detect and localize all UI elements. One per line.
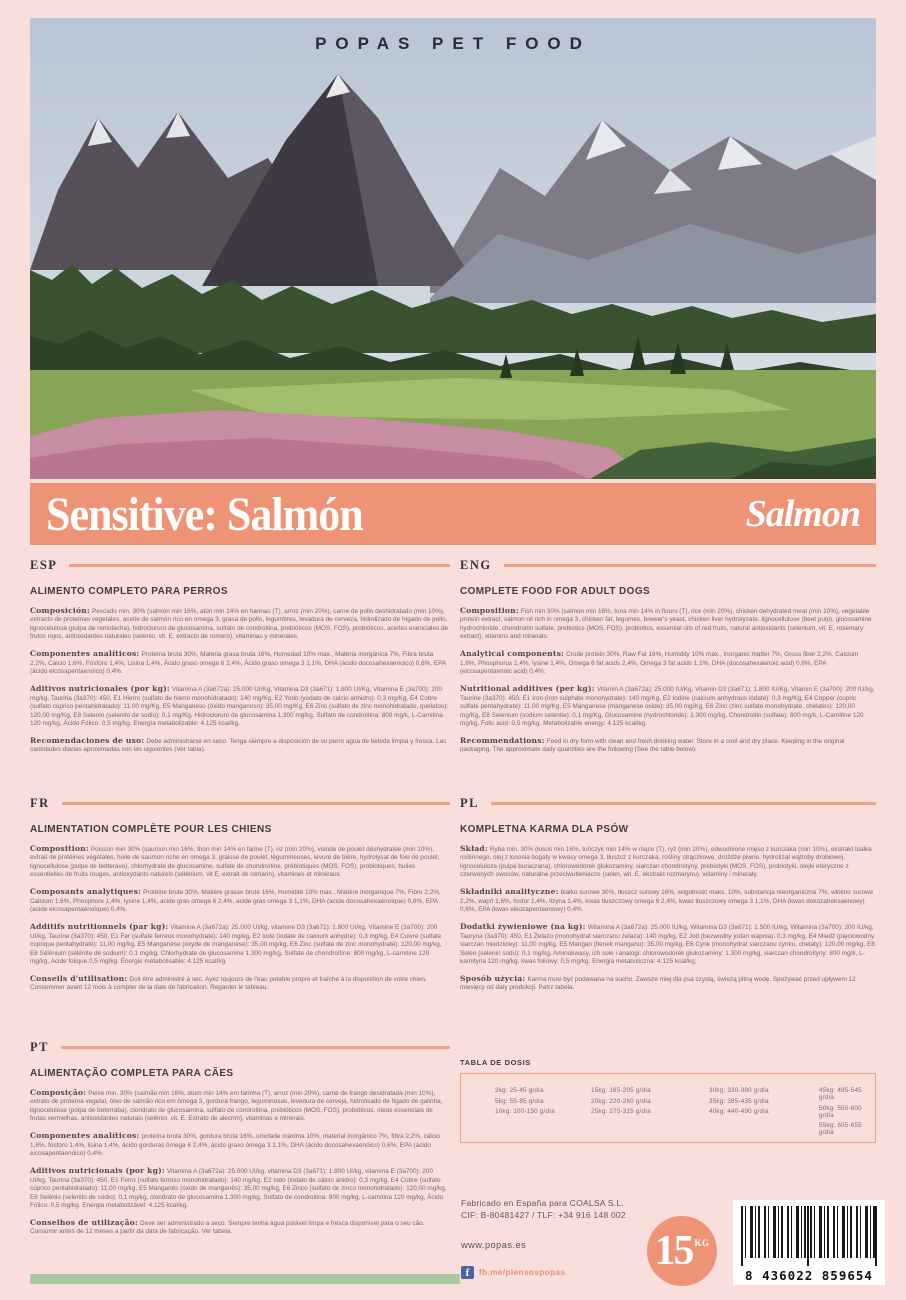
paragraph-text: Vitamina A (3a672a): 25.000 UI/Kg, Vitamina D3 (3a671): 1.800 UI/Kg, Vitamina E (3a700): 200 mg/kg, Taurina (3a370): 450, E1 Hierro (sulfato de hierro monohidratado): 140 mg/Kg, E2 Yodo (yodato de calcio anhidro): 0,3 mg/Kg, E4 Cobre (sulfato cúprico pentahidratado): 11,00 mg/Kg, E5 Manganeso (óxido manganoso): 35,00 mg/Kg, E6 Zinc (sulfato de zinc monohidratado, quelatos): 120,00 mg/Kg, E8 Selenio (selenito de sodio): 0,1 mg/Kg, Hidrocloruro de glucosamina 1.300 mg/kg, Sulfato de condroitina: 800 mg/k, L-Carnitina 120 mg/kg, Ácido Fólico: 0,5 mg/kg. Energía metabolizable: 4.125 kcal/kg. [30,686,449,727]
facebook-row [461,1266,565,1279]
paragraph-additives [460,684,876,728]
paragraph-composition [30,1088,450,1124]
section-pl [460,796,876,1038]
weight-unit: KG [694,1238,710,1248]
paragraph-label: Composition: [460,606,519,615]
paragraph-label: Conselhos de utilização: [30,1217,139,1227]
paragraph-text: Protéine brute 30%, Matière grasse brute 16%, Humidité 10% max., Matière inorganique 7%, Fibre 2,2%, Calcium 1,6%, Phosphore 1,4%, lysine 1,4%, acide gras omega 6 2,4%, acide gras omega 3 1,1%, DHA (acide docosahexaénoïque) 0,6%, EPA (acide eicosapentaénoïque) 0,4%. [30,889,441,914]
section-heading-esp: ALIMENTO COMPLETO PARA PERROS [30,586,228,597]
green-accent-bar [30,1274,460,1284]
language-code-pl: PL [460,796,479,810]
dose-column [495,1087,591,1142]
section-heading-eng: COMPLETE FOOD FOR ADULT DOGS [460,586,651,597]
paragraph-text: Peixe min. 30% (salmão min 16%, atum min 14% em farinha (T), arroz (min 20%), carne de frango desidratada (min 10%), extrato de proteína vegetal, óleo de salmão rico em ômega 3, gordura frango, leguminosas, levedura de cerveja, hidrolisado de fígado de galinha, lignocelulose (polpa de beterraba), cloridrato de glucosamina, sulfato de condroitina, prebióticos (MOS, FOS), probióticos, óleos essenciais de frutas vermelhas, antioxidantes naturais (selênio, vit. E, Extrato de alecrim), vitaminas e minerais. [30,1090,443,1123]
barcode-guard [875,1206,877,1266]
paragraph-label: Analytical components: [460,649,565,659]
paragraph-label: Dodatki żywieniowe (na kg): [460,922,586,932]
section-pt [30,1040,450,1268]
dose-cell: 10kg: 100-150 g/día [495,1108,555,1115]
paragraph-text: Witamina A (3a672a): 25.000 IU/kg, Witamina D3 (3a671): 1.500 IU/kg, Witamina (3a700): 200 IU/kg, Tauryna (3a370): 450, E1 Żelazo (monohydrat siarczanu żelaza): 140 mg/kg, E2 Jod (bezwodny jodan wapnia): 0,3 mg/kg, E4 Miedź (pięciowodny siarczan miedziowy): 11,00 mg/kg, E5 Mangan (tlenek manganu): 35,00 mg/kg, E6 Cynk (monohydrat siarczanu cynku, chelaty): 120,00 mg/kg, E8 Selen (selenin sodu): 0,1 mg/kg, Aminokwasy, ich sole i analogi: chlorowodorek glukozaminy: 1.300 mg/kg, siarczan chondroityny: 800 mg/k, L-karnityna 120 mg/kg, kwas foliowy: 0,5 mg/kg. Energia metaboliczna: 4.125 kcal/kg. [460,924,875,965]
paragraph-label: Composición: [30,606,90,615]
manufacturer-line: CIF: B-80481427 / TLF: +34 916 148 002 [461,1209,626,1220]
paragraph-label: Skład: [460,844,488,853]
paragraph-analytical [460,887,876,914]
paragraph-analytical [30,1131,450,1158]
website-url: www.popas.es [461,1240,527,1250]
language-code-pt: PT [30,1040,49,1054]
paragraph-text: Fish min 30% (salmon min 16%, tuna min 14% in flours (T), rice (min 20%), chicken dehydrated meat (min 10%), vegetable protein extract, salmon oil rich in omega 3, chicken fat, legumes, brewer's yeast, chicken liver hydrolyzate, lignocellulose (beet pulp), glucosamine hydrochloride, chondroitin sulfate, prebiotics (MOS, FOS), probiotics, essential oils of red fruits, natural antioxidants (selenium, vit. E, rosemary extract), vitamins and minerals. [460,608,872,641]
paragraph-composition [30,606,450,642]
paragraph-recommendations [460,736,876,755]
paragraph-analytical [30,887,450,914]
paragraph-additives [30,922,450,966]
facebook-icon: f [461,1266,474,1279]
paragraph-label: Composants analytiques: [30,887,142,897]
dose-cell: 30kg: 330-380 g/día [709,1087,769,1094]
section-heading-pt: ALIMENTAÇÃO COMPLETA PARA CÃES [30,1068,234,1079]
paragraph-additives [460,922,876,966]
section-heading-pl: KOMPLETNA KARMA DLA PSÓW [460,824,629,835]
manufacturer-line: Fabricado en España para COALSA S.L. [461,1198,624,1208]
dose-table-title: TABLA DE DOSIS [460,1058,531,1067]
paragraph-text: proteína bruta 30%, gordura bruta 16%, umidade máxima 10%, material inorgânico 7%, fibra 2,2%, cálcio 1,6%, fósforo 1,4%, lisina 1,4%, ácido gorduras ômega 6 2,4%, ácido graxo ômega 3 1,1%, DHA (ácido docosahexaenóico) 0,6%, EPA (ácido eicosapentaenóico) 0,4%. [30,1133,440,1158]
language-code-esp: ESP [30,558,58,572]
dose-cell: 35kg: 385-435 g/día [709,1097,769,1105]
dose-cell: 5kg: 55-85 g/día [495,1097,544,1105]
dose-cell: 45kg: 495-545 g/día [819,1087,862,1101]
paragraph-label: Aditivos nutricionais (por kg): [30,1166,165,1176]
paragraph-additives [30,1166,450,1210]
paragraph-text: Crude protein 30%, Raw Fat 16%, Humidity 10% max., Inorganic matter 7%, Gross fiber 2,2%, Calcium 1,6%, Phosphorus 1,4%, lysine 1,4%, Omega 6 fat acids 2,4%, Omega 3 fat acids 1,1%, DHA (docosahexaenoic acid) 0,6%, EPA (eicosapentaenoic acid) 0,4%. [460,651,859,676]
paragraph-label: Sposób użycia: [460,973,526,983]
paragraph-text: Vitamin A (3a672a): 25.000 IU/Kg, Vitamin D3 (3a671): 1.800 IU/Kg, Vitamin E (3a700): 200 IU/kg, Taurine (3a370): 450, E1 Iron (iron sulphate monohydrate): 140 mg/Kg, E2 Iodine (calcium anhydrous iodate): 0,3 mg/Kg, E4 Copper (cupric sulfate pentahydrate): 11,00 mg/Kg, E5 Manganese (manganese oxide): 35,00 mg/Kg, E6 Zinc (zinc sulfate monohydrate, chelates): 120,00 mg/Kg, E8 Selenium (sodium selenite): 0,1 mg/Kg, Glucosamine (hydrochloride): 1.300 mg/kg, Chondroitin (sulfate): 800 mg/k, L-Carnitine 120 mg/kg, Folic acid: 0,5 mg/kg. Metabolizable energy: 4.125 kcal/kg. [460,686,875,727]
barcode-bars [741,1206,877,1258]
language-code-eng: ENG [460,558,492,572]
paragraph-label: Recommendations: [460,735,545,745]
paragraph-label: Conseils d'utilisation: [30,973,128,983]
mountain-photo [30,18,876,479]
dose-cell: 50kg: 550-600 g/día [819,1104,862,1119]
paragraph-text: Vitamine A (3a672a): 25.000 UI/kg, vitamine D3 (3a671): 1.800 UI/kg, Vitamine E (3a700): 200 UI/kg, Taurine (3a370): 450, E1 Fer (sulfate ferreux monohydraté): 140 mg/kg, E2 Iode (iodate de calcium anhydre): 0,3 mg/kg, E4 Cuivre (sulfate cuprique pentahydraté): 11,00 mg/kg, E5 Manganèse (oxyde de manganèse): 35,00 mg/kg, E6 Zinc (sulfate de zinc monohydraté): 120,00 mg/kg, E8 Sélénium (sélénite de sodium): 0,1 mg/kg, Chlorhydrate de glucosamine 1.300 mg/kg, Sulfate de chondroïtine: 800 mg/kg, L-carnitine 120 mg/kg, Acide folique 0,5 mg/kg. Énergie métabolisable: 4.125 kcal/kg. [30,924,442,965]
section-heading-fr: ALIMENTATION COMPLÈTE POUR LES CHIENS [30,824,272,835]
paragraph-recommendations [30,974,450,993]
language-code-fr: FR [30,796,50,810]
brand-title: POPAS PET FOOD [315,34,591,53]
product-name: Sensitive: Salmón [46,487,363,541]
dose-cell: 25kg: 275-315 g/día [591,1108,651,1115]
dose-table [460,1058,876,1143]
dose-cell: 20kg: 220-260 g/día [591,1097,651,1105]
paragraph-text: Feed in dry form with clean and fresh drinking water. Store in a cool and dry place. Keeping in the original packaging. The approximate daily quantities are the following (See the table below). [460,737,845,754]
paragraph-text: Karma musi być podawana na sucho. Zawsze miej dla psa czystą, świeżą pitną wodę. Spożywać przed upływem 12 miesięcy od daty produkcji. Patrz tabela. [460,975,856,992]
dose-cell: 40kg: 440-490 g/día [709,1108,769,1115]
paragraph-label: Componentes analíticos: [30,649,140,659]
dose-column [819,1087,875,1142]
facebook-url: fb.me/piensospopas [479,1268,566,1277]
paragraph-recommendations [30,736,450,755]
barcode-guard [741,1206,743,1266]
paragraph-recommendations [30,1218,450,1237]
dose-column [709,1087,819,1142]
dose-cell: 15kg: 165-205 g/día [591,1087,651,1094]
dose-column [591,1087,709,1142]
paragraph-label: Aditivos nutricionales (por kg): [30,684,170,694]
paragraph-text: Pescado min. 30% (salmón min 16%, atún min 14% en harinas (T), arroz (min 20%), carne de pollo deshidratado (min 10%), extracto de proteínas vegetales, aceite de salmón rico en omega 3, grasa de pollo, legumbres, levadura de cerveza, hidrolizado de hígado de pollo, lignocelulosa (pulpa de remolacha), hidrocloruro de glucosamina, sulfato de condroitina, prebióticos (MOS, FOS), probióticos, aceites esenciales de frutos rojos, antioxidantes naturales (selenio, vit. E, extracto de romero), vitaminas y minerales. [30,608,449,641]
paragraph-label: Componentes analíticos: [30,1131,140,1141]
paragraph-text: Ryba min. 30% (łosoś min 16%, tuńczyk min 14% w mące (T), ryż (min 20%), odwodnione mięso z kurczaka (min 10%), ekstrakt białka roślinnego, olej z łososia bogaty w kwasy omega 3, tłuszcz z kurczaka, rośliny strączkowe, drożdże piwne, hydrolizat wątroby drobiowej, lignoceluloza (pulpa buraczana), chlorowodorek glukozaminy, siarczan chondroityny, prebiotyki (MOS, FOS), probiotyki, olejki eteryczne z czerwonych owoców, naturalne przeciwutleniacze (selen, wit. E, ekstrakt rozmarynu), witaminy i minerały. [460,846,872,879]
paragraph-analytical [460,649,876,676]
section-divider [62,802,450,806]
section-divider [491,802,876,806]
paragraph-text: Proteína bruta 30%, Materia grasa bruta 16%, Humedad 10% max., Materia inorgánica 7%, Fibra bruta 2,2%, Calcio 1,6%, Fósforo 1,4%, Lisina 1,4%, Ácido graso omega 6 2,4%, Ácido graso omega 3 1,1%, DHA (ácido docosahexaenoico) 0,6%, EPA (ácido eicosapentaenoico) 0,4%. [30,651,446,676]
paragraph-label: Składniki analityczne: [460,887,559,897]
weight-badge [647,1216,717,1286]
weight-value: 15 [654,1228,693,1274]
paragraph-label: Nutritional additives (per kg): [460,684,595,694]
paragraph-label: Composition: [30,844,89,853]
paragraph-additives [30,684,450,728]
paragraph-text: Doit être administré à sec. Ayez toujours de l'eau potable propre et fraîche à la disposition de votre chien. Consommer avant 12 mois à compter de la date de fabrication. Regarder le tableau. [30,975,427,992]
paragraph-label: Additifs nutritionnels (par kg): [30,922,169,932]
section-fr [30,796,450,1038]
product-banner [30,483,876,545]
section-eng [460,558,876,796]
paragraph-composition [30,844,450,880]
paragraph-text: białko surowe 30%, tłuszcz surowy 16%, wilgotność maks. 10%, substancja nieorganiczna 7%, włókno surowe 2,2%, wapń 1,6%, fosfor 1,4%, lizyna 1,4%, kwas tłuszczowy omega 6 2,4%, kwas tłuszczowy omega 3 1,1%, DHA (kwas dokozaheksaenowy) 0,6%, EPA (kwas eikozapentaenowy) 0,4%. [460,889,874,914]
paragraph-text: Vitamina A (3a672a): 25.000 UI/kg, vitamina D3 (3a671): 1.800 UI/kg, vitamina E (3a700): 200 UI/kg, Taurina (3a370): 450, E1 Ferro (sulfato ferroso monohidratado): 140 mg/kg, E2 Iodo (iodato de cálcio anidro): 0,3 mg/kg, E4 Cobre (sulfato cúprico pentahidratado): 11,00 mg/kg, E5 Manganês (óxido de manganês): 35,00 mg/kg, E6 Zinco (sulfato de zinco monohidratado): 120,00 mg/kg, E8 Selênio (selenito de sódio): 0,1 mg/kg, cloridrato de glucosamina 1.300 mg/kg, Sulfato de condroitina: 800 mg/kg, L-carnitina 120 mg/kg, Ácido Fólico: 0,5 mg/kg. Energia metabolizável: 4.125 kcal/kg. [30,1168,447,1209]
mountain-photo-art [30,18,876,479]
paragraph-composition [460,844,876,880]
paragraph-composition [460,606,876,642]
section-divider [61,1046,450,1050]
dose-cell: 55kg: 605-655 g/día [819,1122,862,1136]
paragraph-analytical [30,649,450,676]
paragraph-text: Poisson min 30% (saumon min 16%, thon min 14% en farine (T), riz (min 20%), viande de poulet déshydratée (min 10%), extrait de protéines végétales, huile de saumon riche en omega 3, graisse de poulet, légumineuses, levure de bière, hydrolysat de foie de poulet, lignocellulose (pulpe de betterave), chlorhydrate de glucosamine, sulfate de chondroïtine, prébiotiques (MOS, FOS), probiotiques, huiles essentielles de fruits rouges, antioxydants naturels (sélénium, vit E, extrait de romarin), vitamines et minéraux. [30,846,440,879]
paragraph-text: Deve ser administrado a seco. Sempre tenha água potável limpa e fresca disponível para o seu cão. Consumir antes de 12 meses a partir da data de fabricação. Ver tabela. [30,1219,425,1236]
section-divider [69,564,450,568]
paragraph-label: Recomendaciones de uso: [30,735,145,745]
section-esp [30,558,450,796]
product-flavor: Salmon [745,493,860,535]
paragraph-recommendations [460,974,876,993]
barcode-digits: 8 436022 859654 [745,1268,873,1283]
paragraph-label: Composição: [30,1088,87,1097]
dose-table-box [460,1073,876,1143]
barcode-guard [807,1206,809,1266]
section-divider [504,564,876,568]
paragraph-text: Debe administrarse en seco. Tenga siempre a disposición de su perro agua de bebida limpia y fresca. Las cantidades diarias aproximadas son las siguientes (Ver tabla). [30,737,447,754]
barcode [733,1200,885,1285]
dose-cell: 2kg: 25-45 g/día [495,1087,544,1094]
